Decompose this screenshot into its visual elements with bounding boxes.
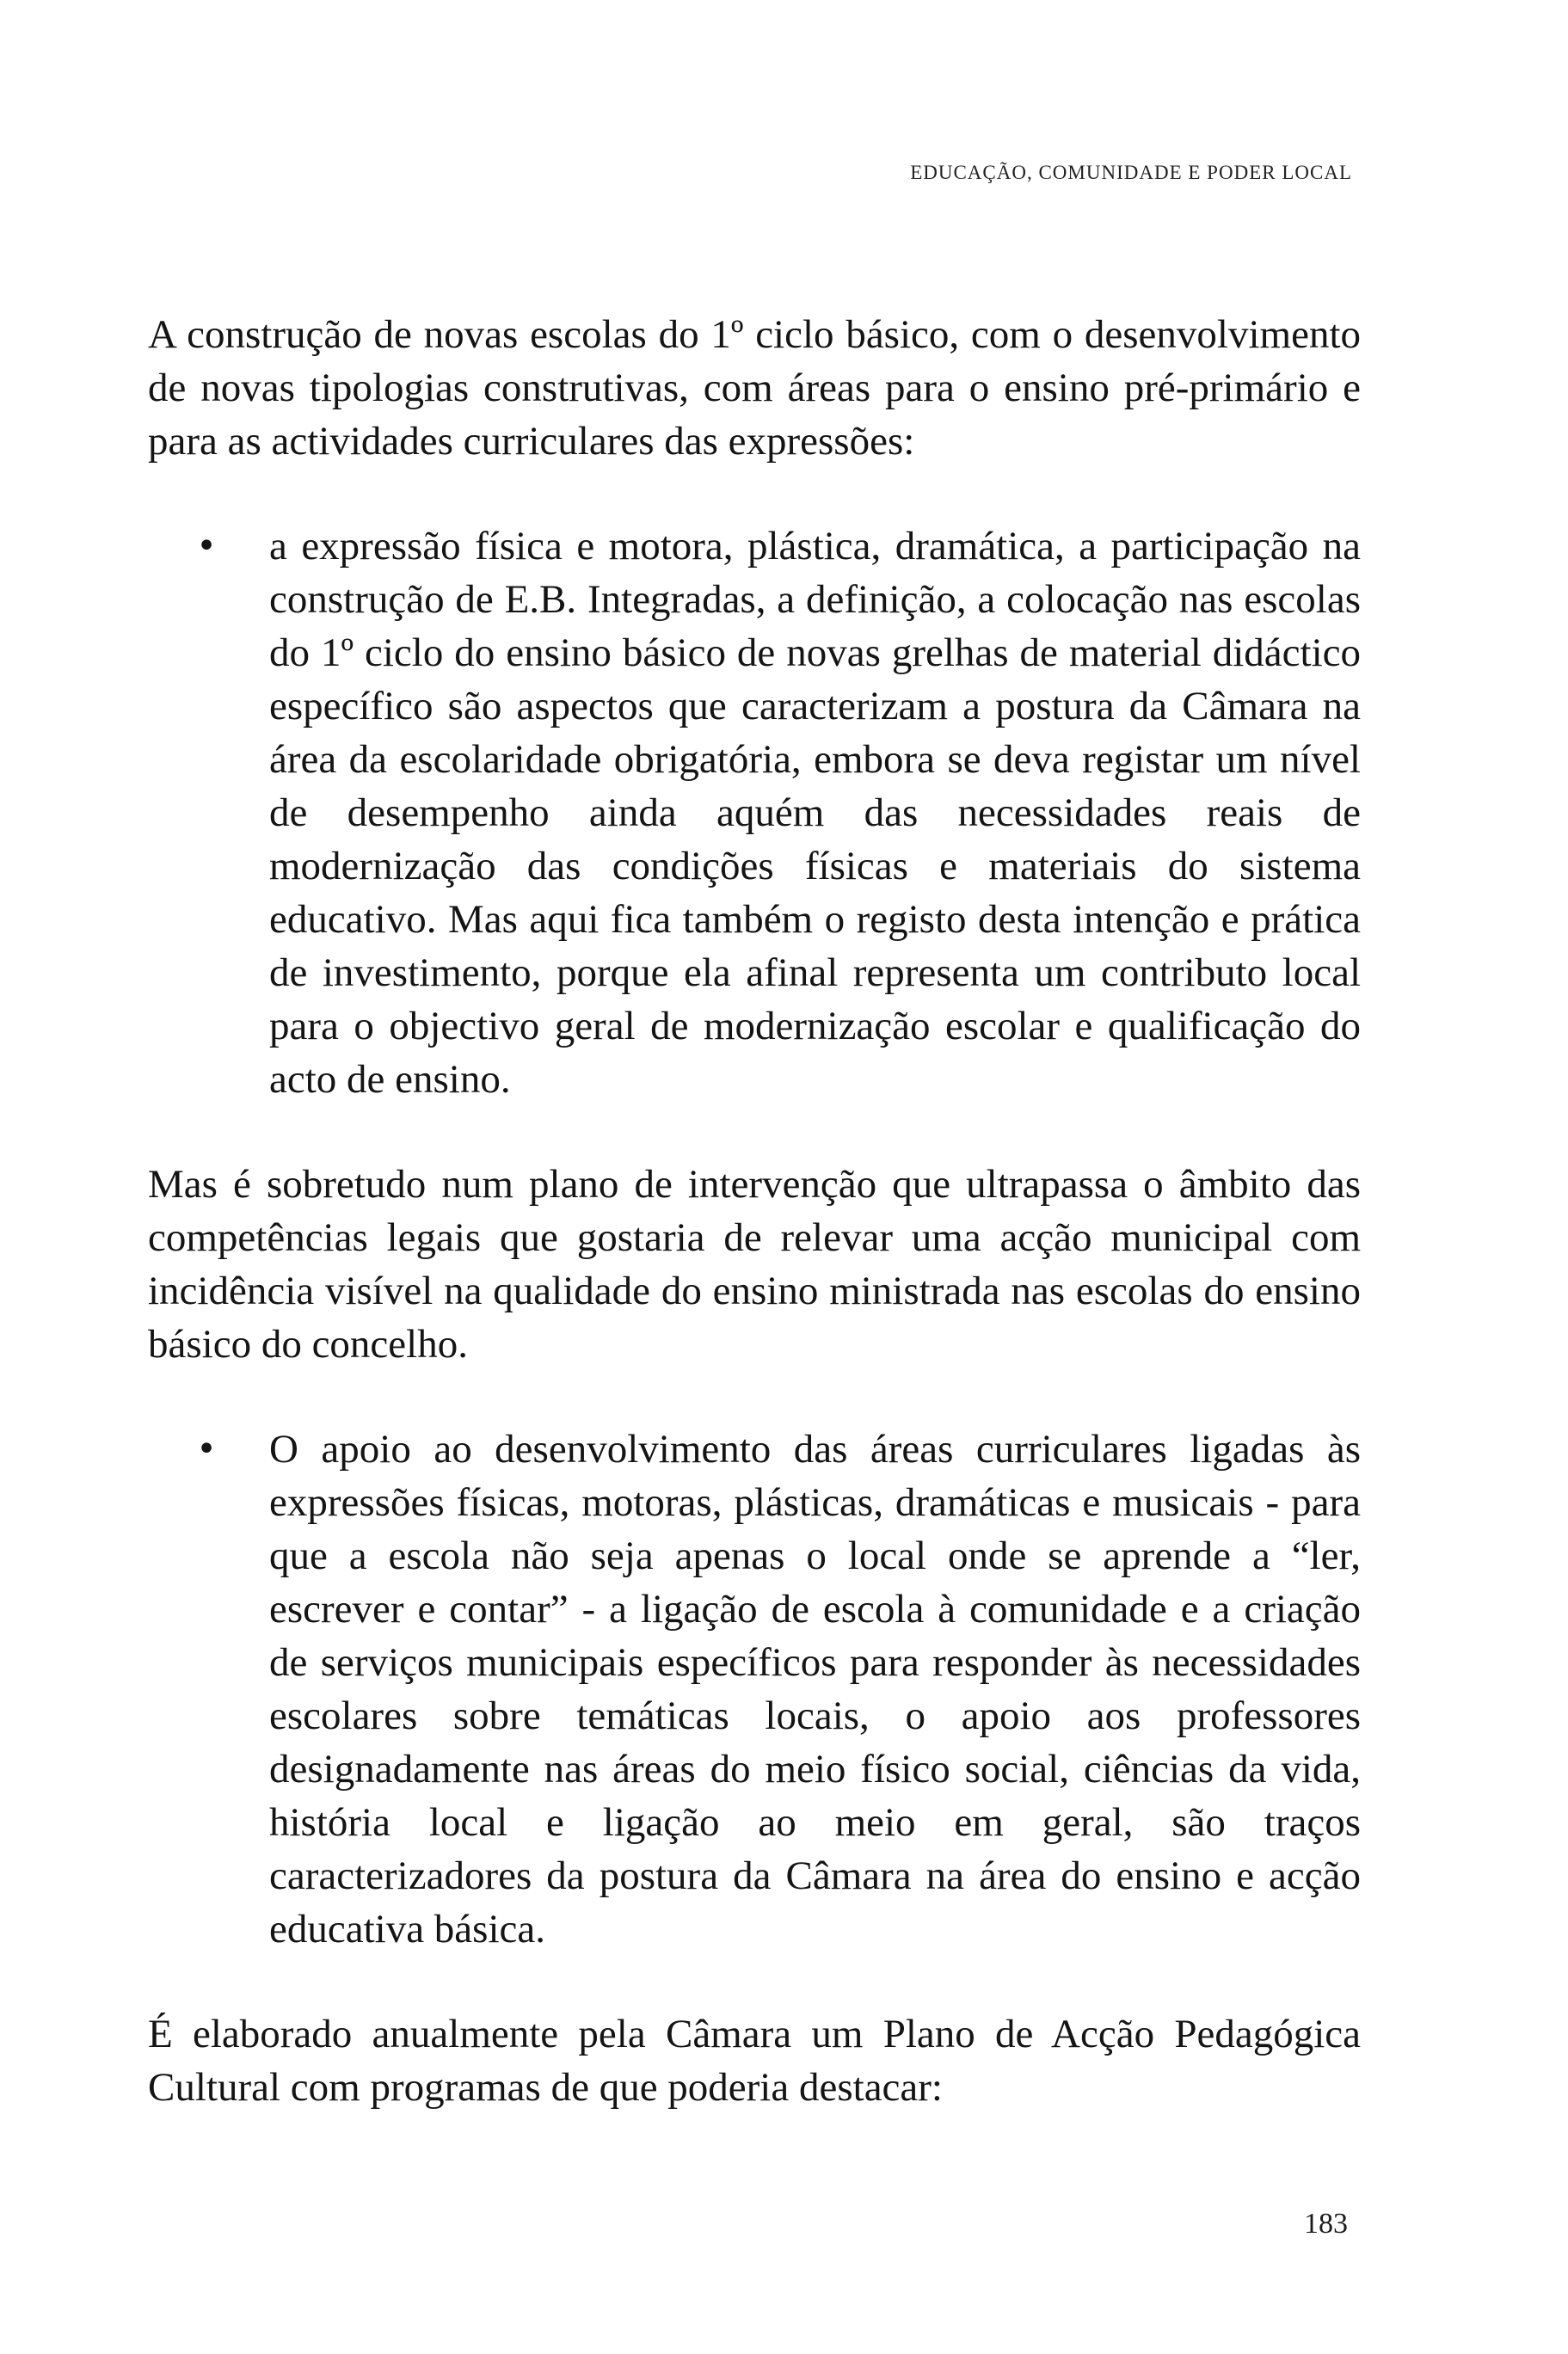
running-header: EDUCAÇÃO, COMUNIDADE E PODER LOCAL <box>910 162 1352 183</box>
bullet-text: a expressão física e motora, plástica, dramática, a participação na construção de E.B. Integradas, a definição, a colocação nas escolas do 1º ciclo do ensino básico de novas grelhas de material didáctico específico são aspectos que caracterizam a postura da Câmara na área da escolaridade obrigatória, embora se deva registar um nível de desempenho ainda aquém das necessidades reais de modernização das condições físicas e materiais do sistema educativo. Mas aqui fica também o registo desta intenção e prática de investimento, porque ela afinal representa um contributo local para o objectivo geral de modernização escolar e qualificação do acto de ensino. <box>269 524 1361 1102</box>
body-paragraph: A construção de novas escolas do 1º ciclo básico, com o desenvolvimento de novas tipologias construtivas, com áreas para o ensino pré-primário e para as actividades curriculares das expressões: <box>148 312 1361 464</box>
bullet-list-item <box>148 519 1361 1106</box>
bullet-text: O apoio ao desenvolvimento das áreas curriculares ligadas às expressões físicas, motoras, plásticas, dramáticas e musicais - para que a escola não seja apenas o local onde se aprende a “ler, escrever e contar” - a ligação de escola à comunidade e a criação de serviços municipais específicos para responder às necessidades escolares sobre temáticas locais, o apoio aos professores designadamente nas áreas do meio físico social, ciências da vida, história local e ligação ao meio em geral, são traços caracterizadores da postura da Câmara na área do ensino e acção educativa básica. <box>269 1427 1361 1951</box>
body-paragraph: É elaborado anualmente pela Câmara um Plano de Acção Pedagógica Cultural com programas de que poderia destacar: <box>148 2012 1361 2110</box>
body-paragraph: Mas é sobretudo num plano de intervenção que ultrapassa o âmbito das competências legais que gostaria de relevar uma acção municipal com incidência visível na qualidade do ensino ministrada nas escolas do ensino básico do concelho. <box>148 1162 1361 1367</box>
page-number: 183 <box>1304 2208 1348 2240</box>
bullet-icon: • <box>196 1429 217 1469</box>
bullet-icon: • <box>196 526 217 566</box>
page-body <box>148 308 1361 2160</box>
bullet-list-item <box>148 1423 1361 1956</box>
